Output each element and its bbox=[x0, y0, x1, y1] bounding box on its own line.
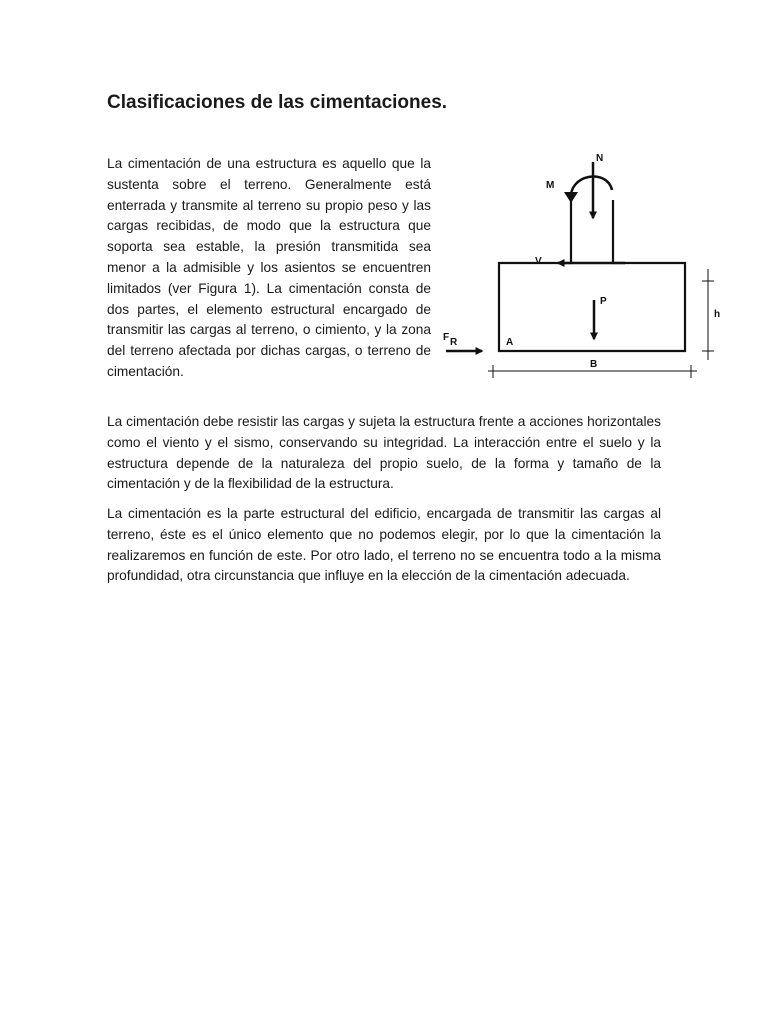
paragraph-structural-part: La cimentación es la parte estructural del edificio, encargada de transmitir las cargas al terreno, éste es el único elemento que no podemos elegir, por lo que la cimentación la realizaremos en función de este. Por otro lado, el terreno no se encuentra todo a la misma profundidad, otra circunstancia que influye en la elección de la cimentación adecuada. bbox=[107, 506, 661, 584]
label-n: N bbox=[596, 153, 604, 164]
label-v: V bbox=[535, 256, 542, 267]
moment-arc-icon bbox=[571, 177, 612, 200]
page-title: Clasificaciones de las cimentaciones. bbox=[107, 92, 448, 113]
paragraph-resistance: La cimentación debe resistir las cargas y sujeta la estructura frente a acciones horizontales como el viento y el sismo, conservando su integridad. La interacción entre el suelo y la estructura depende de la naturaleza del propio suelo, de la forma y tamaño de la cimentación y de la flexibilidad de la estructura. bbox=[107, 414, 661, 492]
label-b: B bbox=[590, 359, 598, 370]
label-a: A bbox=[506, 337, 514, 348]
label-f: F bbox=[443, 332, 450, 343]
height-dimension-line bbox=[702, 269, 714, 360]
paragraph-intro: La cimentación de una estructura es aquello que la sustenta sobre el terreno. Generalmente está enterrada y transmite al terreno su propio peso y las cargas recibidas, de modo que la estructura que soporta sea estable, la presión transmitida sea menor a la admisible y los asientos se encuentren limitados (ver Figura 1). La cimentación consta de dos partes, el elemento estructural encargado de transmitir las cargas al terreno, o cimiento, y la zona del terreno afectada por dichas cargas, o terreno de cimentación. bbox=[107, 156, 431, 379]
label-h: h bbox=[714, 309, 721, 320]
label-p: P bbox=[600, 296, 607, 307]
foundation-diagram-figure bbox=[438, 148, 730, 384]
moment-arrowhead-icon bbox=[564, 192, 578, 203]
footing-outline bbox=[499, 200, 685, 351]
label-f-subscript: R bbox=[450, 337, 458, 348]
label-m: M bbox=[546, 180, 555, 191]
